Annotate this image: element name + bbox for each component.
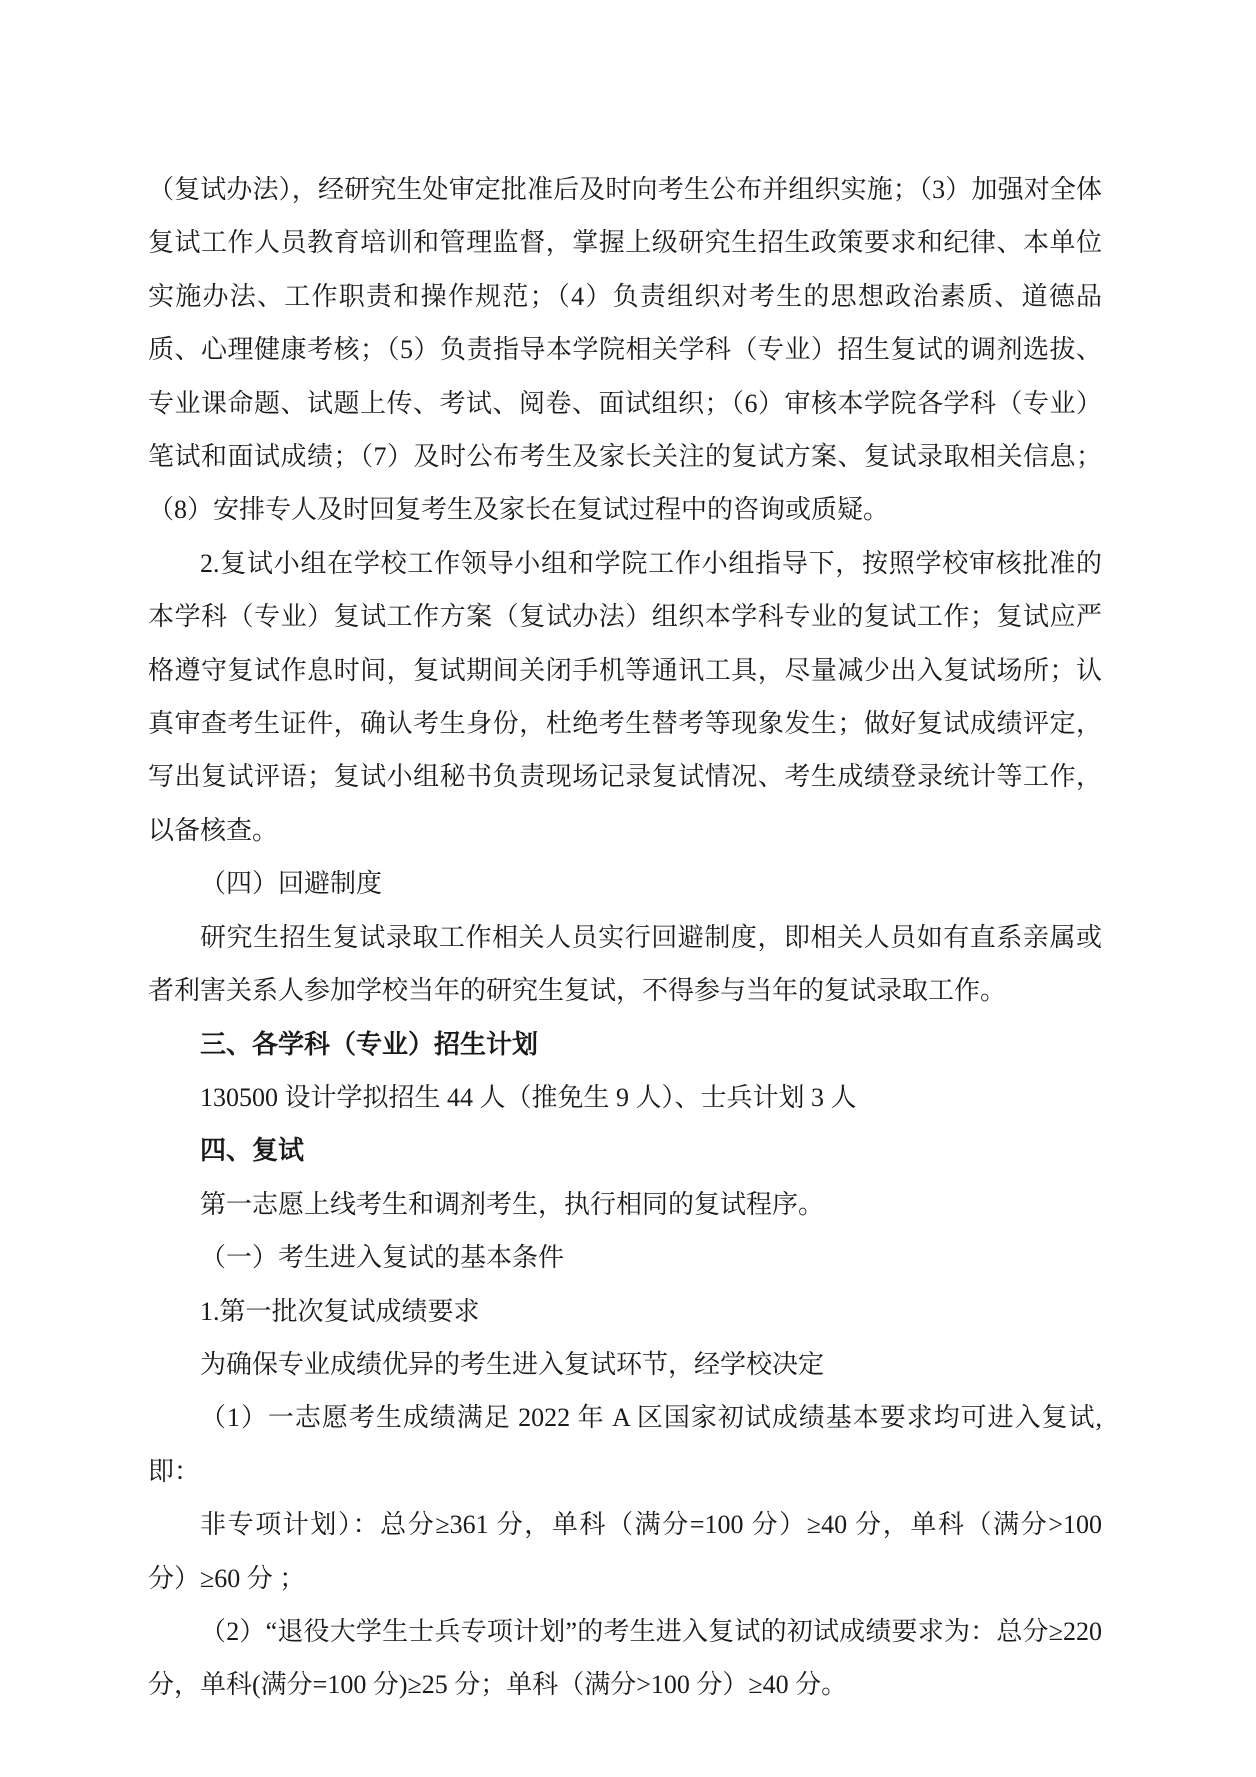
paragraph-duties-continued: （复试办法），经研究生处审定批准后及时向考生公布并组织实施；（3）加强对全体复试工作人员教育培训和管理监督，掌握上级研究生招生政策要求和纪律、本单位实施办法、工作职责和操作规范；（4）负责组织对考生的思想政治素质、道德品质、心理健康考核；（5）负责指导本学院相关学科（专业）招生复试的调剂选拔、专业课命题、试题上传、考试、阅卷、面试组织；（6）审核本学院各学科（专业）笔试和面试成绩；（7）及时公布考生及家长关注的复试方案、复试录取相关信息；（8）安排专人及时回复考生及家长在复试过程中的咨询或质疑。: [148, 175, 1102, 525]
document-body: [148, 163, 1102, 1712]
paragraph-same-procedure: 第一志愿上线考生和调剂考生，执行相同的复试程序。: [200, 1189, 825, 1219]
section-heading-reexamination: 四、复试: [200, 1136, 305, 1166]
paragraph-item1-score-detail: 非专项计划）：总分≥361 分，单科（满分=100 分）≥40 分，单科（满分>100 分）≥60 分 ；: [148, 1510, 1102, 1593]
paragraph-school-decision: 为确保专业成绩优异的考生进入复试环节，经学校决定: [200, 1349, 825, 1379]
paragraph-avoidance-system: 研究生招生复试录取工作相关人员实行回避制度，即相关人员如有直系亲属或者利害关系人参加学校当年的研究生复试，不得参与当年的复试录取工作。: [148, 922, 1102, 1006]
paragraph-enrollment-numbers: 130500 设计学拟招生 44 人（推免生 9 人）、士兵计划 3 人: [200, 1082, 857, 1112]
paragraph-first-batch-requirement-title: 1.第一批次复试成绩要求: [200, 1296, 480, 1326]
subsection-title-avoidance-system: （四）回避制度: [200, 869, 383, 899]
paragraph-item1-national-line: （1）一志愿考生成绩满足 2022 年 A 区国家初试成绩基本要求均可进入复试,即：: [148, 1403, 1102, 1486]
paragraph-item2-veteran-plan: （2）“退役大学生士兵专项计划”的考生进入复试的初试成绩要求为：总分≥220 分，单科(满分=100 分)≥25 分；单科（满分>100 分）≥40 分。: [148, 1616, 1102, 1700]
subsection-title-basic-conditions: （一）考生进入复试的基本条件: [200, 1243, 565, 1273]
section-heading-enrollment-plan: 三、各学科（专业）招生计划: [200, 1029, 539, 1059]
paragraph-review-group-duties: 2.复试小组在学校工作领导小组和学院工作小组指导下，按照学校审核批准的本学科（专业）复试工作方案（复试办法）组织本学科专业的复试工作；复试应严格遵守复试作息时间，复试期间关闭手机等通讯工具，尽量减少出入复试场所；认真审查考生证件，确认考生身份，杜绝考生替考等现象发生；做好复试成绩评定，写出复试评语；复试小组秘书负责现场记录复试情况、考生成绩登录统计等工作，以备核查。: [148, 548, 1102, 845]
